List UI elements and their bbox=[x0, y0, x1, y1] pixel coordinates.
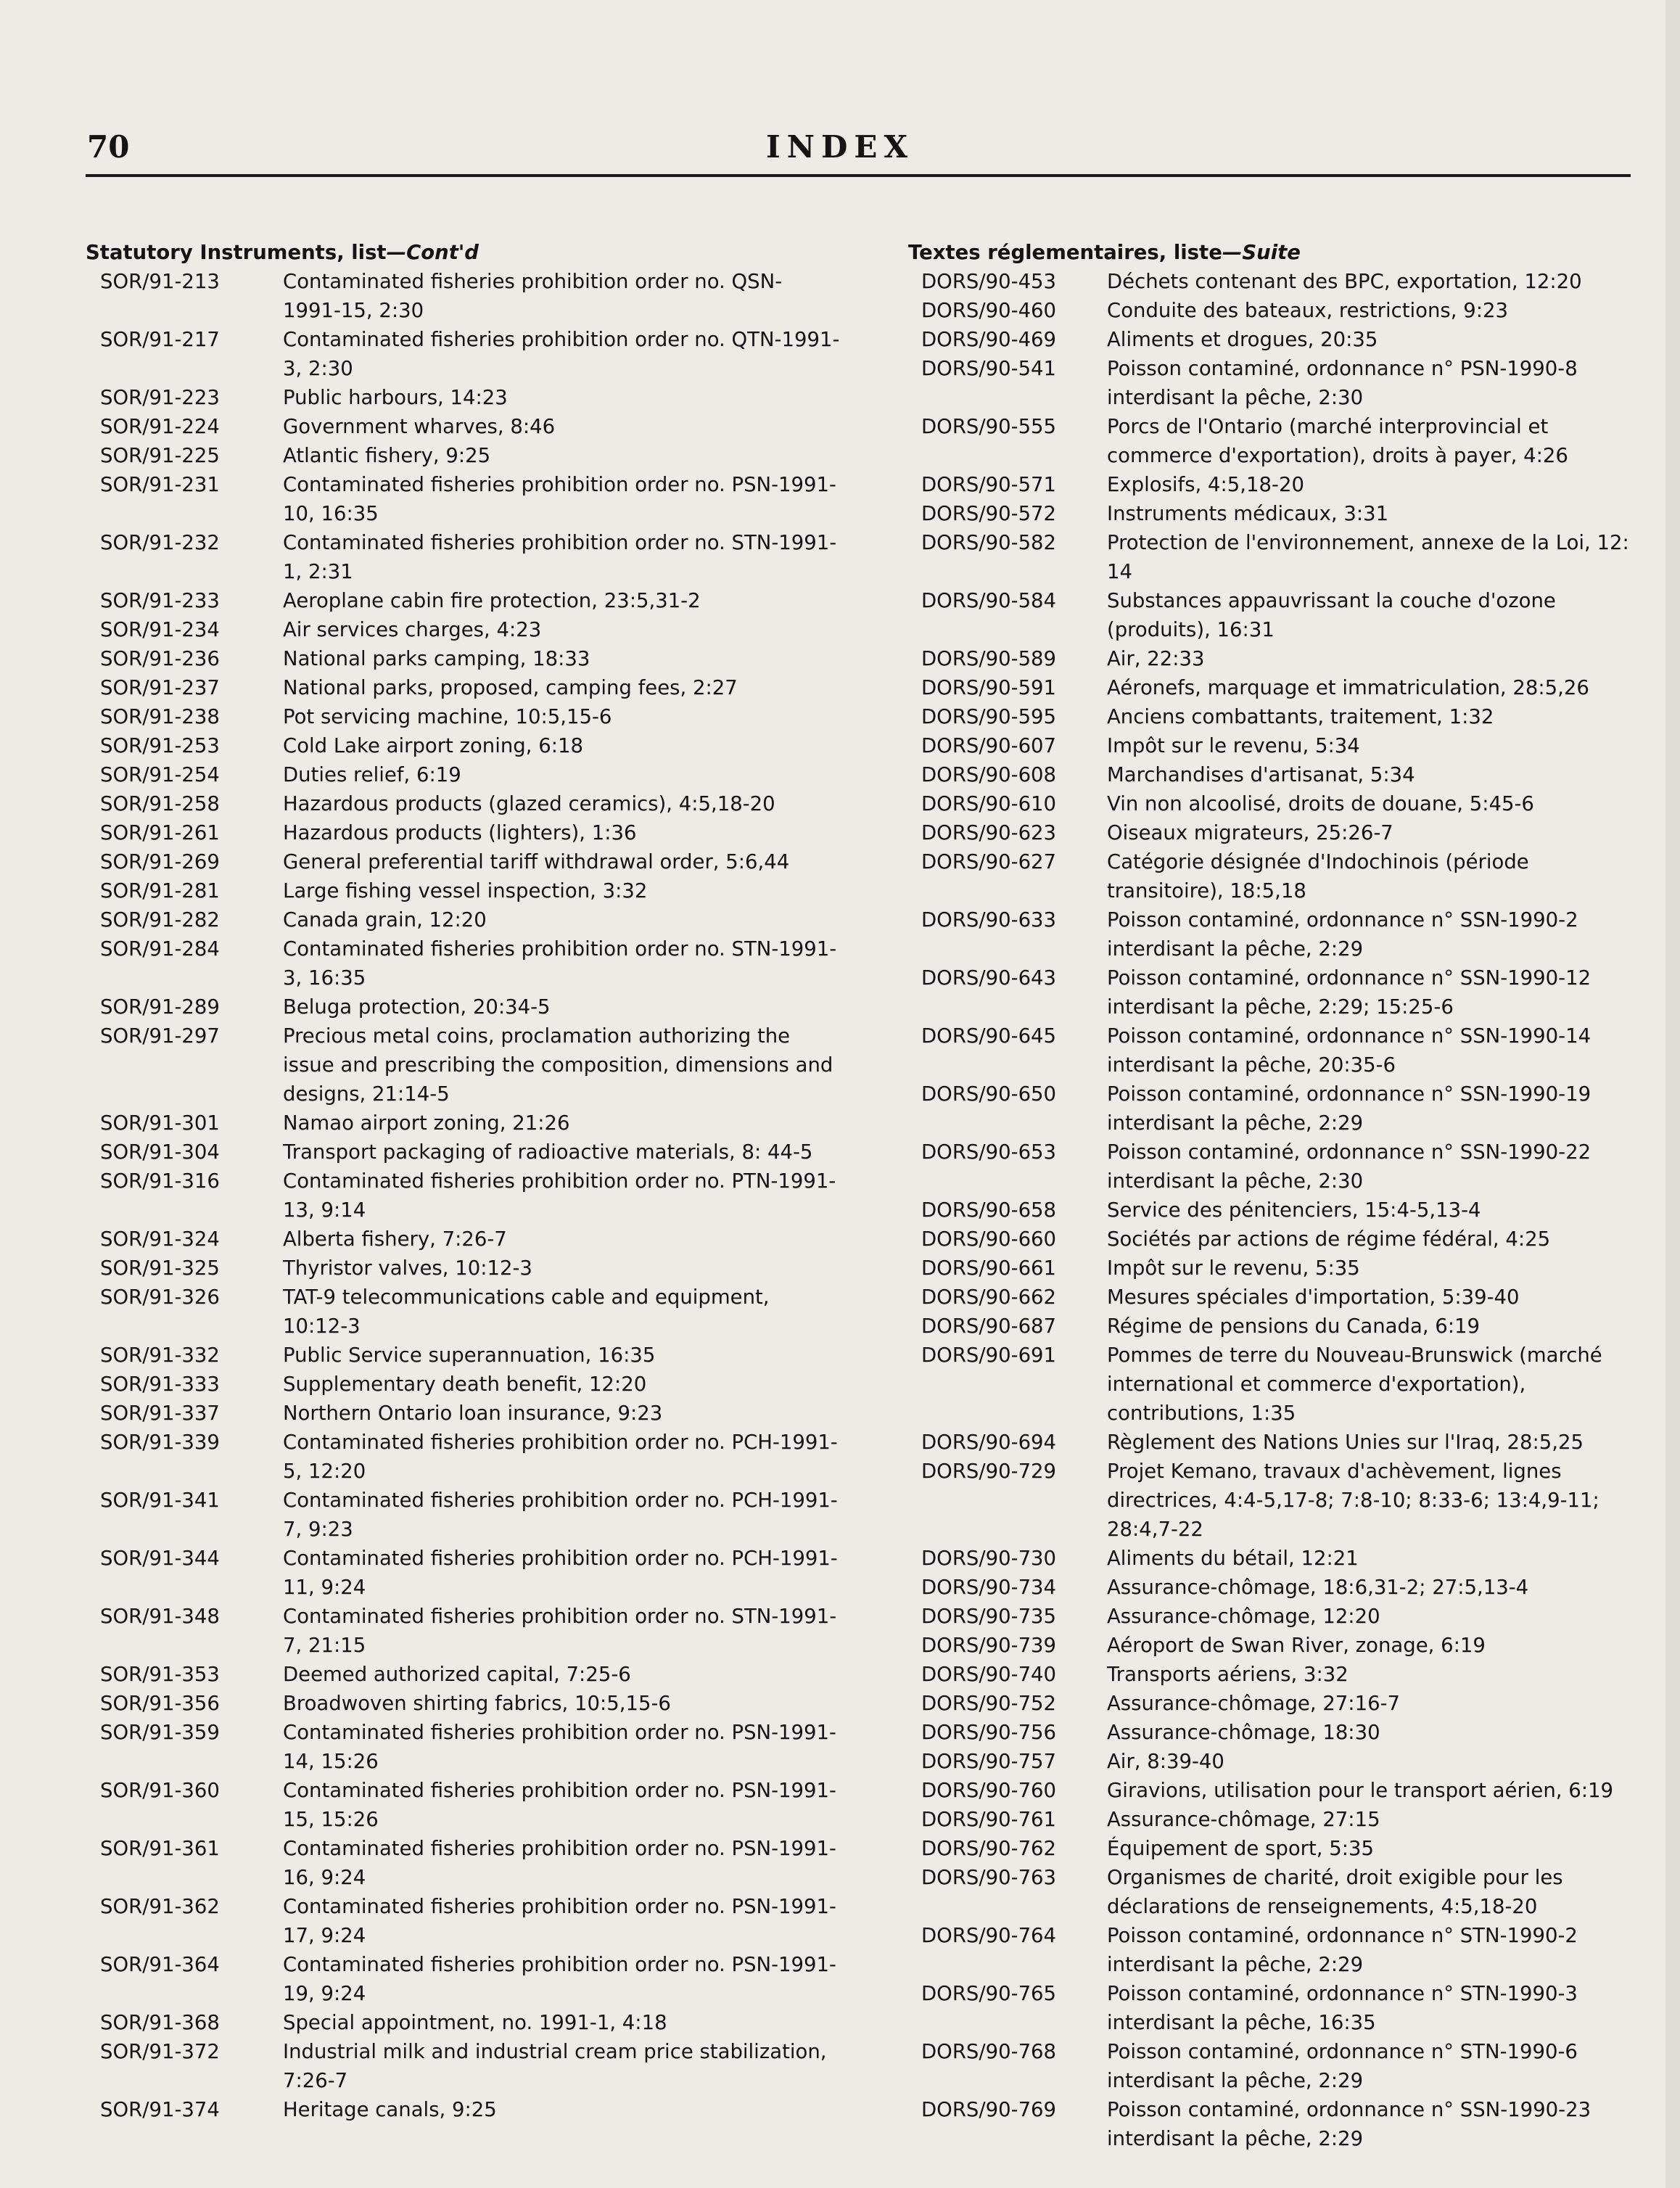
entry-text: Impôt sur le revenu, 5:35 bbox=[1107, 1257, 1360, 1280]
index-entry bbox=[908, 1689, 1641, 1718]
entry-code: DORS/90-739 bbox=[921, 1634, 1057, 1657]
index-entry bbox=[908, 1021, 1641, 1079]
entry-text: Namao airport zoning, 21:26 bbox=[283, 1111, 570, 1135]
entry-code: DORS/90-660 bbox=[921, 1227, 1057, 1251]
index-entry bbox=[908, 1660, 1641, 1689]
index-entry bbox=[908, 731, 1641, 760]
entry-code: DORS/90-572 bbox=[921, 502, 1057, 525]
entry-code: SOR/91-231 bbox=[100, 473, 220, 496]
index-entry bbox=[908, 296, 1641, 325]
entry-code: SOR/91-284 bbox=[100, 937, 220, 961]
entry-code: DORS/90-658 bbox=[921, 1198, 1057, 1222]
index-entry bbox=[86, 412, 840, 441]
index-entry bbox=[86, 1283, 840, 1341]
entry-code: DORS/90-769 bbox=[921, 2098, 1057, 2121]
index-entry bbox=[86, 470, 840, 528]
index-entry bbox=[908, 1921, 1641, 1979]
entry-code: SOR/91-362 bbox=[100, 1895, 220, 1918]
right-column-heading bbox=[908, 238, 1641, 267]
entry-code: DORS/90-460 bbox=[921, 299, 1057, 322]
index-entry bbox=[86, 1370, 840, 1399]
entry-text: Heritage canals, 9:25 bbox=[283, 2098, 497, 2121]
entry-text: Service des pénitenciers, 15:4-5,13-4 bbox=[1107, 1198, 1481, 1222]
index-entry bbox=[908, 470, 1641, 499]
entry-code: DORS/90-582 bbox=[921, 531, 1057, 554]
entry-code: SOR/91-341 bbox=[100, 1489, 220, 1512]
index-entry bbox=[908, 818, 1641, 847]
entry-text: Contaminated fisheries prohibition order no. PTN-1991-13, 9:14 bbox=[283, 1169, 836, 1222]
entry-code: SOR/91-304 bbox=[100, 1140, 220, 1164]
entry-code: SOR/91-281 bbox=[100, 879, 220, 902]
index-entry bbox=[86, 441, 840, 470]
index-entry bbox=[908, 847, 1641, 905]
entry-code: DORS/90-643 bbox=[921, 966, 1057, 990]
entry-code: DORS/90-589 bbox=[921, 647, 1057, 670]
entry-code: SOR/91-234 bbox=[100, 618, 220, 641]
entry-code: SOR/91-337 bbox=[100, 1402, 220, 1425]
entry-text: Duties relief, 6:19 bbox=[283, 763, 461, 786]
entry-text: Contaminated fisheries prohibition order no. PSN-1991-19, 9:24 bbox=[283, 1953, 836, 2005]
index-entry bbox=[908, 1138, 1641, 1196]
entry-code: SOR/91-332 bbox=[100, 1344, 220, 1367]
entry-code: SOR/91-213 bbox=[100, 270, 220, 293]
entry-text: Aéronefs, marquage et immatriculation, 28:5,26 bbox=[1107, 676, 1589, 699]
index-entry bbox=[86, 325, 840, 383]
index-entry bbox=[86, 1689, 840, 1718]
index-entry bbox=[86, 2008, 840, 2037]
entry-code: SOR/91-224 bbox=[100, 415, 220, 438]
entry-text: Contaminated fisheries prohibition order no. PSN-1991-14, 15:26 bbox=[283, 1721, 836, 1773]
entry-code: SOR/91-359 bbox=[100, 1721, 220, 1744]
entry-code: DORS/90-752 bbox=[921, 1692, 1057, 1715]
entry-text: Poisson contaminé, ordonnance n° PSN-1990-8 interdisant la pêche, 2:30 bbox=[1107, 357, 1578, 409]
index-entry bbox=[86, 1341, 840, 1370]
entry-text: Pot servicing machine, 10:5,15-6 bbox=[283, 705, 612, 728]
index-entry bbox=[908, 1079, 1641, 1138]
index-entry bbox=[908, 2095, 1641, 2153]
entry-text: Giravions, utilisation pour le transport aérien, 6:19 bbox=[1107, 1779, 1613, 1802]
entry-code: DORS/90-653 bbox=[921, 1140, 1057, 1164]
page-edge bbox=[1665, 0, 1680, 2188]
entry-code: SOR/91-253 bbox=[100, 734, 220, 757]
index-entry bbox=[86, 1428, 840, 1486]
entry-code: SOR/91-225 bbox=[100, 444, 220, 467]
index-entry bbox=[908, 1573, 1641, 1602]
index-entry bbox=[908, 1428, 1641, 1457]
entry-text: Poisson contaminé, ordonnance n° SSN-1990-22 interdisant la pêche, 2:30 bbox=[1107, 1140, 1592, 1193]
index-entry bbox=[86, 876, 840, 905]
entry-text: Mesures spéciales d'importation, 5:39-40 bbox=[1107, 1286, 1520, 1309]
index-entry bbox=[86, 702, 840, 731]
header-rule bbox=[86, 174, 1631, 177]
index-entry bbox=[86, 383, 840, 412]
entry-code: DORS/90-763 bbox=[921, 1866, 1057, 1889]
entry-code: DORS/90-760 bbox=[921, 1779, 1057, 1802]
left-column-heading bbox=[86, 238, 840, 267]
entry-code: SOR/91-324 bbox=[100, 1227, 220, 1251]
entry-code: DORS/90-591 bbox=[921, 676, 1057, 699]
index-entry bbox=[908, 1747, 1641, 1776]
index-entry bbox=[908, 760, 1641, 789]
index-entry bbox=[908, 673, 1641, 702]
left-entry-list bbox=[86, 267, 840, 2124]
entry-text: Contaminated fisheries prohibition order no. STN-1991-3, 16:35 bbox=[283, 937, 837, 990]
entry-code: DORS/90-645 bbox=[921, 1024, 1057, 1048]
index-entry bbox=[908, 1776, 1641, 1805]
entry-text: Alberta fishery, 7:26-7 bbox=[283, 1227, 507, 1251]
page-title: INDEX bbox=[765, 129, 915, 165]
index-entry bbox=[86, 267, 840, 325]
entry-code: SOR/91-269 bbox=[100, 850, 220, 873]
entry-text: Supplementary death benefit, 12:20 bbox=[283, 1373, 647, 1396]
entry-code: DORS/90-469 bbox=[921, 328, 1057, 351]
entry-code: SOR/91-301 bbox=[100, 1111, 220, 1135]
index-entry bbox=[86, 1718, 840, 1776]
entry-text: Poisson contaminé, ordonnance n° STN-1990-2 interdisant la pêche, 2:29 bbox=[1107, 1924, 1578, 1976]
page-number: 70 bbox=[87, 129, 130, 165]
entry-text: Porcs de l'Ontario (marché interprovincial et commerce d'exportation), droits à payer, 4:26 bbox=[1107, 415, 1568, 467]
index-entry bbox=[86, 1892, 840, 1950]
index-entry bbox=[86, 1109, 840, 1138]
index-entry bbox=[86, 615, 840, 644]
right-heading-suffix: —Suite bbox=[1222, 241, 1301, 264]
entry-text: Air, 22:33 bbox=[1107, 647, 1205, 670]
index-entry bbox=[86, 992, 840, 1021]
entry-code: SOR/91-374 bbox=[100, 2098, 220, 2121]
entry-text: Substances appauvrissant la couche d'ozone (produits), 16:31 bbox=[1107, 589, 1556, 641]
entry-code: SOR/91-258 bbox=[100, 792, 220, 815]
index-entry bbox=[86, 818, 840, 847]
entry-code: DORS/90-756 bbox=[921, 1721, 1057, 1744]
index-entry bbox=[86, 1225, 840, 1254]
entry-text: Poisson contaminé, ordonnance n° STN-1990-6 interdisant la pêche, 2:29 bbox=[1107, 2040, 1578, 2092]
entry-code: DORS/90-662 bbox=[921, 1286, 1057, 1309]
entry-code: DORS/90-764 bbox=[921, 1924, 1057, 1947]
entry-text: Assurance-chômage, 18:6,31-2; 27:5,13-4 bbox=[1107, 1576, 1529, 1599]
entry-text: Contaminated fisheries prohibition order no. PSN-1991-17, 9:24 bbox=[283, 1895, 836, 1947]
index-entry bbox=[908, 528, 1641, 586]
entry-code: DORS/90-623 bbox=[921, 821, 1057, 844]
entry-text: Special appointment, no. 1991-1, 4:18 bbox=[283, 2011, 667, 2034]
entry-code: SOR/91-339 bbox=[100, 1431, 220, 1454]
entry-text: Industrial milk and industrial cream price stabilization, 7:26-7 bbox=[283, 2040, 827, 2092]
entry-code: SOR/91-238 bbox=[100, 705, 220, 728]
entry-text: Protection de l'environnement, annexe de la Loi, 12: 14 bbox=[1107, 531, 1629, 583]
entry-text: Vin non alcoolisé, droits de douane, 5:45-6 bbox=[1107, 792, 1534, 815]
entry-text: Contaminated fisheries prohibition order no. QSN-1991-15, 2:30 bbox=[283, 270, 783, 322]
entry-text: Conduite des bateaux, restrictions, 9:23 bbox=[1107, 299, 1508, 322]
entry-text: Contaminated fisheries prohibition order no. STN-1991-7, 21:15 bbox=[283, 1605, 837, 1657]
index-entry bbox=[908, 1225, 1641, 1254]
entry-text: Transport packaging of radioactive materials, 8: 44-5 bbox=[283, 1140, 813, 1164]
entry-text: Aliments et drogues, 20:35 bbox=[1107, 328, 1378, 351]
index-entry bbox=[86, 1544, 840, 1602]
entry-text: Déchets contenant des BPC, exportation, 12:20 bbox=[1107, 270, 1582, 293]
entry-text: Contaminated fisheries prohibition order no. PCH-1991-11, 9:24 bbox=[283, 1547, 838, 1599]
index-entry bbox=[908, 1283, 1641, 1312]
index-entry bbox=[86, 1254, 840, 1283]
entry-code: SOR/91-360 bbox=[100, 1779, 220, 1802]
entry-text: Explosifs, 4:5,18-20 bbox=[1107, 473, 1304, 496]
entry-code: SOR/91-237 bbox=[100, 676, 220, 699]
entry-text: Air, 8:39-40 bbox=[1107, 1750, 1224, 1773]
entry-code: DORS/90-607 bbox=[921, 734, 1057, 757]
entry-code: SOR/91-325 bbox=[100, 1257, 220, 1280]
entry-code: DORS/90-608 bbox=[921, 763, 1057, 786]
index-entry bbox=[908, 644, 1641, 673]
index-entry bbox=[908, 1196, 1641, 1225]
entry-text: Contaminated fisheries prohibition order no. PSN-1991-10, 16:35 bbox=[283, 473, 836, 525]
entry-code: SOR/91-217 bbox=[100, 328, 220, 351]
entry-text: Large fishing vessel inspection, 3:32 bbox=[283, 879, 648, 902]
entry-text: Deemed authorized capital, 7:25-6 bbox=[283, 1663, 631, 1686]
entry-code: SOR/91-353 bbox=[100, 1663, 220, 1686]
index-entry bbox=[908, 1544, 1641, 1573]
entry-text: Hazardous products (glazed ceramics), 4:5,18-20 bbox=[283, 792, 775, 815]
index-entry bbox=[86, 760, 840, 789]
entry-code: SOR/91-356 bbox=[100, 1692, 220, 1715]
entry-text: Hazardous products (lighters), 1:36 bbox=[283, 821, 637, 844]
index-entry bbox=[908, 789, 1641, 818]
left-heading-suffix: —Cont'd bbox=[386, 241, 479, 264]
index-entry bbox=[908, 1457, 1641, 1544]
entry-code: DORS/90-571 bbox=[921, 473, 1057, 496]
entry-text: Government wharves, 8:46 bbox=[283, 415, 556, 438]
entry-text: Beluga protection, 20:34-5 bbox=[283, 995, 551, 1019]
index-entry bbox=[908, 963, 1641, 1021]
index-entry bbox=[86, 1950, 840, 2008]
entry-code: SOR/91-344 bbox=[100, 1547, 220, 1570]
entry-code: DORS/90-757 bbox=[921, 1750, 1057, 1773]
entry-text: Aéroport de Swan River, zonage, 6:19 bbox=[1107, 1634, 1486, 1657]
entry-code: DORS/90-610 bbox=[921, 792, 1057, 815]
index-entry bbox=[908, 412, 1641, 470]
index-entry bbox=[86, 1399, 840, 1428]
entry-text: Contaminated fisheries prohibition order no. PCH-1991-7, 9:23 bbox=[283, 1489, 838, 1541]
entry-code: DORS/90-541 bbox=[921, 357, 1057, 380]
entry-code: SOR/91-232 bbox=[100, 531, 220, 554]
index-entry bbox=[908, 1834, 1641, 1863]
entry-text: Organismes de charité, droit exigible pour les déclarations de renseignements, 4:5,18-20 bbox=[1107, 1866, 1563, 1918]
entry-code: DORS/90-729 bbox=[921, 1460, 1057, 1483]
entry-text: Public harbours, 14:23 bbox=[283, 386, 508, 409]
entry-code: SOR/91-326 bbox=[100, 1286, 220, 1309]
entry-code: DORS/90-691 bbox=[921, 1344, 1057, 1367]
entry-text: Contaminated fisheries prohibition order no. QTN-1991-3, 2:30 bbox=[283, 328, 840, 380]
index-entry bbox=[908, 586, 1641, 644]
entry-text: Assurance-chômage, 27:15 bbox=[1107, 1808, 1380, 1831]
index-entry bbox=[86, 2037, 840, 2095]
entry-code: DORS/90-762 bbox=[921, 1837, 1057, 1860]
entry-code: SOR/91-333 bbox=[100, 1373, 220, 1396]
entry-text: Catégorie désignée d'Indochinois (période transitoire), 18:5,18 bbox=[1107, 850, 1529, 902]
index-entry bbox=[86, 1167, 840, 1225]
entry-text: Broadwoven shirting fabrics, 10:5,15-6 bbox=[283, 1692, 671, 1715]
index-entry bbox=[908, 1312, 1641, 1341]
index-entry bbox=[908, 1979, 1641, 2037]
entry-code: DORS/90-650 bbox=[921, 1082, 1057, 1106]
entry-code: DORS/90-661 bbox=[921, 1257, 1057, 1280]
entry-code: DORS/90-694 bbox=[921, 1431, 1057, 1454]
entry-code: SOR/91-282 bbox=[100, 908, 220, 931]
entry-text: Assurance-chômage, 12:20 bbox=[1107, 1605, 1380, 1628]
index-entry bbox=[86, 847, 840, 876]
index-entry bbox=[86, 731, 840, 760]
entry-text: Aliments du bétail, 12:21 bbox=[1107, 1547, 1359, 1570]
entry-code: DORS/90-453 bbox=[921, 270, 1057, 293]
entry-code: SOR/91-372 bbox=[100, 2040, 220, 2063]
right-entry-list bbox=[908, 267, 1641, 2153]
entry-text: Contaminated fisheries prohibition order no. PSN-1991-16, 9:24 bbox=[283, 1837, 836, 1889]
index-entry bbox=[86, 1138, 840, 1167]
index-entry bbox=[908, 2037, 1641, 2095]
entry-text: Poisson contaminé, ordonnance n° STN-1990-3 interdisant la pêche, 16:35 bbox=[1107, 1982, 1578, 2034]
entry-text: Atlantic fishery, 9:25 bbox=[283, 444, 491, 467]
entry-text: National parks, proposed, camping fees, 2:27 bbox=[283, 676, 738, 699]
entry-code: SOR/91-261 bbox=[100, 821, 220, 844]
entry-code: DORS/90-740 bbox=[921, 1663, 1057, 1686]
entry-code: DORS/90-768 bbox=[921, 2040, 1057, 2063]
entry-code: SOR/91-289 bbox=[100, 995, 220, 1019]
entry-text: Marchandises d'artisanat, 5:34 bbox=[1107, 763, 1415, 786]
index-entry bbox=[908, 325, 1641, 354]
index-entry bbox=[86, 905, 840, 934]
entry-code: SOR/91-368 bbox=[100, 2011, 220, 2034]
index-entry bbox=[86, 586, 840, 615]
index-entry bbox=[86, 1776, 840, 1834]
index-entry bbox=[86, 673, 840, 702]
index-entry bbox=[86, 1834, 840, 1892]
index-entry bbox=[908, 1805, 1641, 1834]
index-entry bbox=[908, 702, 1641, 731]
index-entry bbox=[86, 789, 840, 818]
index-entry bbox=[908, 1718, 1641, 1747]
index-entry bbox=[86, 934, 840, 992]
entry-text: Cold Lake airport zoning, 6:18 bbox=[283, 734, 584, 757]
entry-code: DORS/90-633 bbox=[921, 908, 1057, 931]
entry-text: Poisson contaminé, ordonnance n° SSN-1990-2 interdisant la pêche, 2:29 bbox=[1107, 908, 1578, 961]
index-entry bbox=[86, 1486, 840, 1544]
entry-code: SOR/91-297 bbox=[100, 1024, 220, 1048]
entry-text: Projet Kemano, travaux d'achèvement, lignes directrices, 4:4-5,17-8; 7:8-10; 8:33-6; 13:4,9-11; 28:4,7-22 bbox=[1107, 1460, 1599, 1541]
index-entry bbox=[86, 2095, 840, 2124]
index-entry bbox=[908, 499, 1641, 528]
entry-code: DORS/90-765 bbox=[921, 1982, 1057, 2005]
entry-code: SOR/91-233 bbox=[100, 589, 220, 612]
entry-text: Poisson contaminé, ordonnance n° SSN-1990-12 interdisant la pêche, 2:29; 15:25-6 bbox=[1107, 966, 1592, 1019]
index-entry bbox=[908, 267, 1641, 296]
entry-text: Assurance-chômage, 18:30 bbox=[1107, 1721, 1380, 1744]
entry-text: Sociétés par actions de régime fédéral, 4:25 bbox=[1107, 1227, 1551, 1251]
index-entry bbox=[86, 644, 840, 673]
index-entry bbox=[908, 1341, 1641, 1428]
entry-code: SOR/91-223 bbox=[100, 386, 220, 409]
entry-code: SOR/91-364 bbox=[100, 1953, 220, 1976]
entry-text: Contaminated fisheries prohibition order no. STN-1991-1, 2:31 bbox=[283, 531, 837, 583]
entry-text: Poisson contaminé, ordonnance n° SSN-1990-23 interdisant la pêche, 2:29 bbox=[1107, 2098, 1592, 2150]
entry-text: Contaminated fisheries prohibition order no. PSN-1991-15, 15:26 bbox=[283, 1779, 836, 1831]
entry-text: Oiseaux migrateurs, 25:26-7 bbox=[1107, 821, 1393, 844]
entry-text: Contaminated fisheries prohibition order no. PCH-1991-5, 12:20 bbox=[283, 1431, 838, 1483]
entry-text: TAT-9 telecommunications cable and equipment, 10:12-3 bbox=[283, 1286, 770, 1338]
entry-code: DORS/90-584 bbox=[921, 589, 1057, 612]
entry-text: General preferential tariff withdrawal order, 5:6,44 bbox=[283, 850, 790, 873]
entry-text: Assurance-chômage, 27:16-7 bbox=[1107, 1692, 1400, 1715]
entry-text: Instruments médicaux, 3:31 bbox=[1107, 502, 1389, 525]
entry-text: Public Service superannuation, 16:35 bbox=[283, 1344, 656, 1367]
entry-text: Impôt sur le revenu, 5:34 bbox=[1107, 734, 1360, 757]
index-entry bbox=[908, 1631, 1641, 1660]
entry-text: Thyristor valves, 10:12-3 bbox=[283, 1257, 532, 1280]
entry-code: DORS/90-761 bbox=[921, 1808, 1057, 1831]
entry-text: Transports aériens, 3:32 bbox=[1107, 1663, 1348, 1686]
entry-code: DORS/90-595 bbox=[921, 705, 1057, 728]
entry-code: SOR/91-236 bbox=[100, 647, 220, 670]
entry-text: Poisson contaminé, ordonnance n° SSN-1990-19 interdisant la pêche, 2:29 bbox=[1107, 1082, 1592, 1135]
entry-code: DORS/90-730 bbox=[921, 1547, 1057, 1570]
index-entry bbox=[86, 528, 840, 586]
index-entry bbox=[908, 1863, 1641, 1921]
entry-text: Aeroplane cabin fire protection, 23:5,31-2 bbox=[283, 589, 701, 612]
entry-code: DORS/90-627 bbox=[921, 850, 1057, 873]
entry-text: National parks camping, 18:33 bbox=[283, 647, 590, 670]
index-entry bbox=[908, 905, 1641, 963]
index-entry bbox=[86, 1660, 840, 1689]
index-entry bbox=[908, 354, 1641, 412]
entry-text: Northern Ontario loan insurance, 9:23 bbox=[283, 1402, 663, 1425]
entry-text: Pommes de terre du Nouveau-Brunswick (marché international et commerce d'exportation), contributions, 1:35 bbox=[1107, 1344, 1602, 1425]
index-entry bbox=[86, 1602, 840, 1660]
right-heading-text: Textes réglementaires, liste bbox=[908, 241, 1222, 264]
entry-code: DORS/90-735 bbox=[921, 1605, 1057, 1628]
index-entry bbox=[86, 1021, 840, 1109]
entry-code: SOR/91-254 bbox=[100, 763, 220, 786]
entry-text: Precious metal coins, proclamation authorizing the issue and prescribing the composition, dimensions and designs, 21:14-5 bbox=[283, 1024, 833, 1106]
entry-text: Air services charges, 4:23 bbox=[283, 618, 542, 641]
right-column bbox=[908, 238, 1641, 2153]
entry-text: Canada grain, 12:20 bbox=[283, 908, 487, 931]
entry-text: Régime de pensions du Canada, 6:19 bbox=[1107, 1315, 1481, 1338]
entry-text: Poisson contaminé, ordonnance n° SSN-1990-14 interdisant la pêche, 20:35-6 bbox=[1107, 1024, 1592, 1077]
left-heading-text: Statutory Instruments, list bbox=[86, 241, 387, 264]
entry-text: Anciens combattants, traitement, 1:32 bbox=[1107, 705, 1494, 728]
entry-code: SOR/91-316 bbox=[100, 1169, 220, 1193]
entry-text: Règlement des Nations Unies sur l'Iraq, 28:5,25 bbox=[1107, 1431, 1584, 1454]
entry-code: DORS/90-734 bbox=[921, 1576, 1057, 1599]
index-entry bbox=[908, 1254, 1641, 1283]
entry-text: Équipement de sport, 5:35 bbox=[1107, 1837, 1374, 1860]
entry-code: SOR/91-348 bbox=[100, 1605, 220, 1628]
entry-code: DORS/90-555 bbox=[921, 415, 1057, 438]
index-entry bbox=[908, 1602, 1641, 1631]
entry-code: DORS/90-687 bbox=[921, 1315, 1057, 1338]
entry-code: SOR/91-361 bbox=[100, 1837, 220, 1860]
left-column bbox=[86, 238, 840, 2124]
